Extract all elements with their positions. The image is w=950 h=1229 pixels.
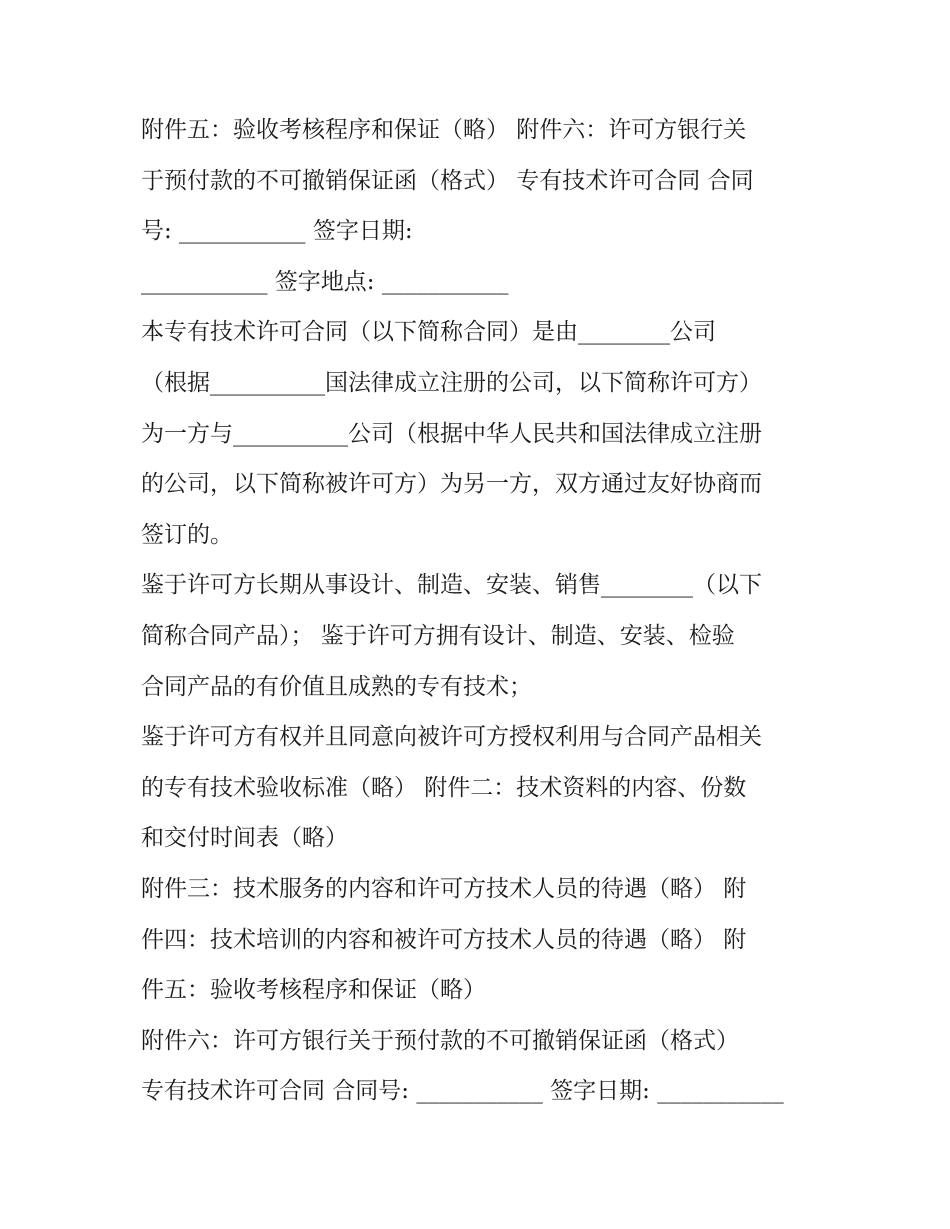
text-line: （根据__________国法律成立注册的公司，以下简称许可方）	[141, 370, 762, 396]
text-line: 附件六：许可方银行关于预付款的不可撤销保证函（格式）	[141, 1028, 739, 1054]
text-line: 专有技术许可合同 合同号: ___________ 签字日期: ___________	[141, 1078, 784, 1104]
text-line: 合同产品的有价值且成熟的专有技术；	[141, 674, 532, 700]
text-line: ___________ 签字地点: ___________	[141, 269, 509, 295]
text-line: 附件五：验收考核程序和保证（略） 附件六：许可方银行关	[141, 117, 747, 143]
text-line: 和交付时间表（略）	[141, 825, 348, 851]
text-line: 于预付款的不可撤销保证函（格式） 专有技术许可合同 合同	[141, 168, 754, 194]
text-line: 签订的。	[141, 522, 233, 548]
text-line: 件五：验收考核程序和保证（略）	[141, 977, 486, 1003]
text-line: 鉴于许可方有权并且同意向被许可方授权利用与合同产品相关	[141, 724, 762, 750]
text-line: 的专有技术验收标准（略） 附件二：技术资料的内容、份数	[141, 775, 747, 801]
text-line: 本专有技术许可合同（以下简称合同）是由________公司	[141, 319, 716, 345]
text-line: 为一方与__________公司（根据中华人民共和国法律成立注册	[141, 421, 762, 447]
text-line: 附件三：技术服务的内容和许可方技术人员的待遇（略） 附	[141, 876, 747, 902]
text-line: 鉴于许可方长期从事设计、制造、安装、销售________（以下	[141, 572, 762, 598]
text-line: 的公司，以下简称被许可方）为另一方，双方通过友好协商而	[141, 471, 762, 497]
text-line: 件四：技术培训的内容和被许可方技术人员的待遇（略） 附	[141, 927, 747, 953]
text-line: 简称合同产品）； 鉴于许可方拥有设计、制造、安装、检验	[141, 623, 735, 649]
text-line: 号: ___________ 签字日期:	[141, 218, 413, 244]
